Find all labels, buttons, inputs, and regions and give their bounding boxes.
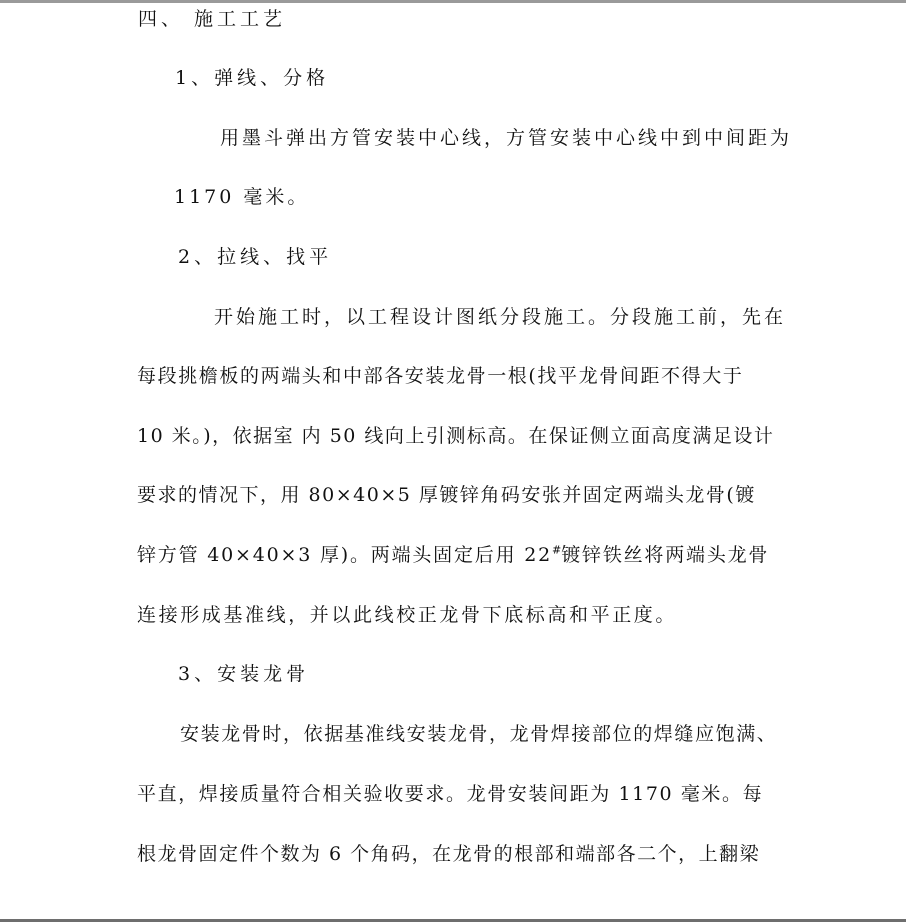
subsection-heading-3: 3、安装龙骨 <box>178 663 310 685</box>
paragraph-1-line-1: 用墨斗弹出方管安装中心线，方管安装中心线中到中间距为 <box>220 127 793 149</box>
paragraph-2-line-5-part-a: 锌方管 40×40×3 厚)。两端头固定后用 22 <box>137 544 552 566</box>
paragraph-2-line-5 <box>137 543 769 567</box>
paragraph-2-line-2: 每段挑檐板的两端头和中部各安装龙骨一根(找平龙骨间距不得大于 <box>137 365 744 387</box>
paragraph-2-line-4: 要求的情况下，用 80×40×5 厚镀锌角码安张并固定两端头龙骨(镀 <box>137 484 756 506</box>
paragraph-2-line-1: 开始施工时，以工程设计图纸分段施工。分段施工前，先在 <box>214 306 787 328</box>
paragraph-1-line-2: 1170 毫米。 <box>174 186 310 208</box>
paragraph-3-line-1: 安装龙骨时，依据基准线安装龙骨，龙骨焊接部位的焊缝应饱满、 <box>180 723 778 745</box>
subsection-heading-1: 1、弹线、分格 <box>175 67 330 89</box>
wire-gauge-mark: # <box>552 543 562 557</box>
paragraph-3-line-3: 根龙骨固定件个数为 6 个角码，在龙骨的根部和端部各二个，上翻梁 <box>137 843 761 865</box>
paragraph-2-line-5-part-b: 镀锌铁丝将两端头龙骨 <box>561 544 770 566</box>
paragraph-2-line-3: 10 米。)，依据室 内 50 线向上引测标高。在保证侧立面高度满足设计 <box>137 425 775 447</box>
paragraph-3-line-2: 平直，焊接质量符合相关验收要求。龙骨安装间距为 1170 毫米。每 <box>137 783 764 805</box>
subsection-heading-2: 2、拉线、找平 <box>178 246 333 268</box>
section-heading: 四、 施工工艺 <box>138 8 287 30</box>
paragraph-2-line-6: 连接形成基准线，并以此线校正龙骨下底标高和平正度。 <box>137 604 678 626</box>
